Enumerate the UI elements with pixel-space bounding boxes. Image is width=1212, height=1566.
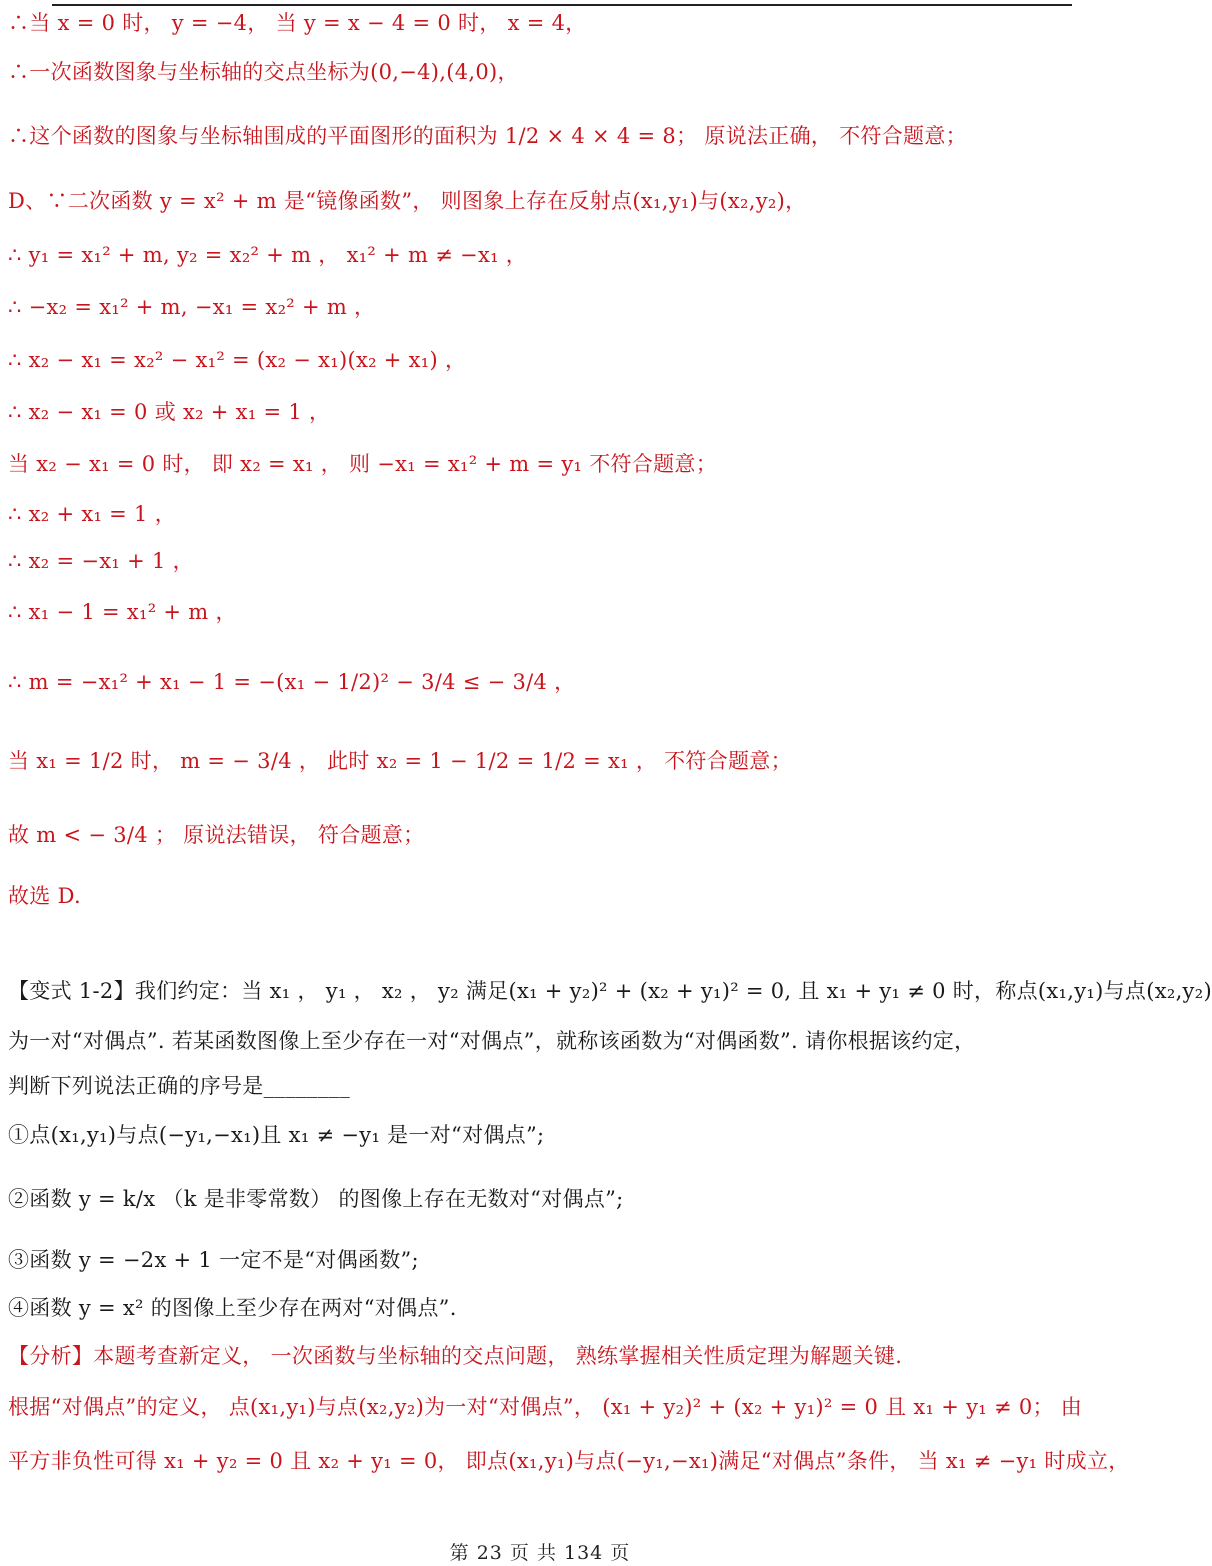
analysis-line-1: 【分析】本题考查新定义， 一次函数与坐标轴的交点问题， 熟练掌握相关性质定理为解题关键. — [8, 1344, 903, 1368]
page-footer: 第 23 页 共 134 页 — [449, 1542, 631, 1564]
solution-line-15: 故 m < − 3/4 ； 原说法错误， 符合题意； — [8, 823, 425, 847]
solution-line-12: ∴ x₁ − 1 = x₁² + m ， — [8, 600, 237, 624]
question-stem-line-2: 为一对“对偶点”. 若某函数图像上至少存在一对“对偶点”，就称该函数为“对偶函数”. 请你根据该约定， — [8, 1029, 976, 1053]
solution-line-6: ∴ −x₂ = x₁² + m, −x₁ = x₂² + m ， — [8, 295, 376, 319]
option-1: ①点(x₁,y₁)与点(−y₁,−x₁)且 x₁ ≠ −y₁ 是一对“对偶点”; — [8, 1123, 545, 1147]
solution-line-13: ∴ m = −x₁² + x₁ − 1 = −(x₁ − 1/2)² − 3/4 ≤ − 3/4 ， — [8, 670, 576, 694]
solution-line-1: ∴当 x = 0 时， y = −4， 当 y = x − 4 = 0 时， x = 4， — [8, 11, 587, 35]
analysis-line-2: 根据“对偶点”的定义， 点(x₁,y₁)与点(x₂,y₂)为一对“对偶点”， (x₁ + y₂)² + (x₂ + y₁)² = 0 且 x₁ + y₁ ≠ 0； 由 — [8, 1395, 1083, 1419]
solution-line-5: ∴ y₁ = x₁² + m, y₂ = x₂² + m ， x₁² + m ≠ −x₁ ， — [8, 243, 528, 267]
solution-line-3: ∴这个函数的图象与坐标轴围成的平面图形的面积为 1/2 × 4 × 4 = 8； 原说法正确， 不符合题意； — [8, 124, 967, 148]
solution-line-8: ∴ x₂ − x₁ = 0 或 x₂ + x₁ = 1 ， — [8, 400, 331, 424]
solution-line-9: 当 x₂ − x₁ = 0 时， 即 x₂ = x₁ ， 则 −x₁ = x₁² + m = y₁ 不符合题意； — [8, 452, 718, 476]
question-stem-line-1: 【变式 1-2】我们约定：当 x₁ ， y₁ ， x₂ ， y₂ 满足(x₁ + y₂)² + (x₂ + y₁)² = 0, 且 x₁ + y₁ ≠ 0 时，称点(x₁,y₁)与点(x₂,y₂) — [8, 979, 1212, 1003]
analysis-line-3: 平方非负性可得 x₁ + y₂ = 0 且 x₂ + y₁ = 0， 即点(x₁,y₁)与点(−y₁,−x₁)满足“对偶点”条件， 当 x₁ ≠ −y₁ 时成立， — [8, 1449, 1130, 1473]
solution-line-2: ∴一次函数图象与坐标轴的交点坐标为(0,−4),(4,0)， — [8, 60, 519, 84]
option-3: ③函数 y = −2x + 1 一定不是“对偶函数”; — [8, 1248, 419, 1272]
option-4: ④函数 y = x² 的图像上至少存在两对“对偶点”. — [8, 1296, 457, 1320]
solution-line-4: D、∵二次函数 y = x² + m 是“镜像函数”， 则图象上存在反射点(x₁,y₁)与(x₂,y₂)， — [8, 189, 807, 213]
solution-line-11: ∴ x₂ = −x₁ + 1 ， — [8, 549, 194, 573]
solution-line-14: 当 x₁ = 1/2 时， m = − 3/4 ， 此时 x₂ = 1 − 1/2 = 1/2 = x₁ ， 不符合题意； — [8, 749, 792, 773]
top-rule — [52, 4, 1072, 6]
option-2: ②函数 y = k/x （k 是非零常数） 的图像上存在无数对“对偶点”; — [8, 1187, 624, 1211]
solution-line-10: ∴ x₂ + x₁ = 1 ， — [8, 502, 176, 526]
solution-conclusion: 故选 D. — [8, 884, 81, 908]
question-stem-line-3: 判断下列说法正确的序号是________ — [8, 1074, 350, 1098]
solution-line-7: ∴ x₂ − x₁ = x₂² − x₁² = (x₂ − x₁)(x₂ + x₁) ， — [8, 348, 467, 372]
